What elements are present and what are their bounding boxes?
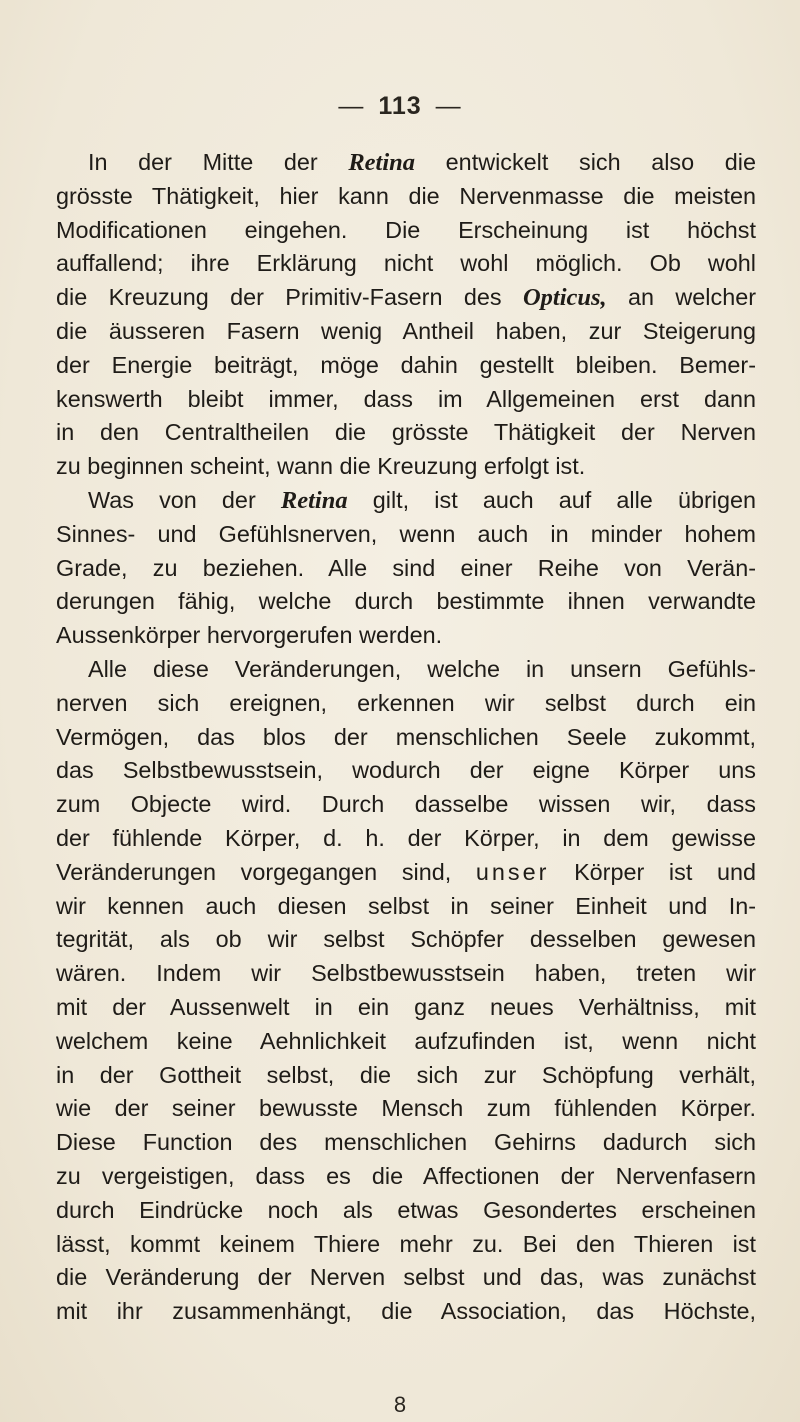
text-line: wir kennen auch diesen selbst in seiner Einheit und In- — [56, 892, 756, 919]
text-line: Diese Function des menschlichen Gehirns dadurch sich — [56, 1129, 756, 1156]
body-text — [56, 146, 756, 1329]
header-dash-right: — — [435, 92, 462, 120]
text-line: das Selbstbewusstsein, wodurch der eigne Körper uns — [56, 757, 756, 784]
text-line: die Veränderung der Nerven selbst und das, was zunächst — [56, 1264, 756, 1291]
text-line: grösste Thätigkeit, hier kann die Nervenmasse die meisten — [56, 182, 756, 209]
text-line: der Energie beiträgt, möge dahin gestellt bleiben. Bemer- — [56, 351, 756, 378]
text-line: in der Gottheit selbst, die sich zur Schöpfung verhält, — [56, 1061, 756, 1088]
text-line: lässt, kommt keinem Thiere mehr zu. Bei den Thieren ist — [56, 1230, 756, 1257]
text-line: wären. Indem wir Selbstbewusstsein haben, treten wir — [56, 960, 756, 987]
header-dash-left: — — [338, 92, 365, 120]
text-line: welchem keine Aehnlichkeit aufzufinden ist, wenn nicht — [56, 1027, 756, 1054]
printer-signature-mark: 8 — [393, 1392, 407, 1417]
text-line: zum Objecte wird. Durch dasselbe wissen wir, dass — [56, 791, 756, 818]
text-line: Modificationen eingehen. Die Erscheinung ist höchst — [56, 216, 756, 243]
text-line: die Kreuzung der Primitiv-Fasern des Opticus, an welcher — [56, 284, 756, 312]
emphasis-unser: unser — [475, 858, 550, 885]
emphasis-retina: Retina — [348, 149, 416, 176]
text-line: Vermögen, das blos der menschlichen Seele zukommt, — [56, 723, 756, 750]
text-line: tegrität, als ob wir selbst Schöpfer desselben gewesen — [56, 926, 756, 953]
text-line: der fühlende Körper, d. h. der Körper, in dem gewisse — [56, 824, 756, 851]
text-line: derungen fähig, welche durch bestimmte ihnen verwandte — [56, 588, 756, 615]
text-line: zu beginnen scheint, wann die Kreuzung erfolgt ist. — [56, 453, 586, 480]
text-line: Grade, zu beziehen. Alle sind einer Reihe von Verän- — [56, 554, 756, 581]
text-line: die äusseren Fasern wenig Antheil haben, zur Steigerung — [56, 317, 756, 344]
text-line: auffallend; ihre Erklärung nicht wohl möglich. Ob wohl — [56, 250, 756, 277]
text-line: Veränderungen vorgegangen sind, unser Körper ist und — [56, 858, 756, 885]
text-line: Sinnes- und Gefühlsnerven, wenn auch in minder hohem — [56, 520, 756, 547]
text-line: wie der seiner bewusste Mensch zum fühlenden Körper. — [56, 1095, 756, 1122]
text-line: zu vergeistigen, dass es die Affectionen der Nervenfasern — [56, 1162, 756, 1189]
text-line: Aussenkörper hervorgerufen werden. — [56, 622, 443, 649]
text-line: in den Centraltheilen die grösste Thätigkeit der Nerven — [56, 419, 756, 446]
page-number: 113 — [378, 92, 422, 120]
text-line: nerven sich ereignen, erkennen wir selbst durch ein — [56, 689, 756, 716]
text-line: durch Eindrücke noch als etwas Gesondertes erscheinen — [56, 1196, 756, 1223]
text-line: Alle diese Veränderungen, welche in unsern Gefühls- — [88, 655, 756, 682]
text-line: mit ihr zusammenhängt, die Association, das Höchste, — [56, 1298, 756, 1325]
text-line: kenswerth bleibt immer, dass im Allgemeinen erst dann — [56, 385, 756, 412]
emphasis-retina: Retina — [280, 486, 348, 514]
text-line: Was von der Retina gilt, ist auch auf alle übrigen — [88, 486, 756, 514]
page-header — [0, 92, 800, 121]
emphasis-opticus: Opticus, — [522, 284, 607, 312]
text-line: In der Mitte der Retina entwickelt sich also die — [88, 149, 756, 176]
text-line: mit der Aussenwelt in ein ganz neues Verhältniss, mit — [56, 993, 756, 1020]
